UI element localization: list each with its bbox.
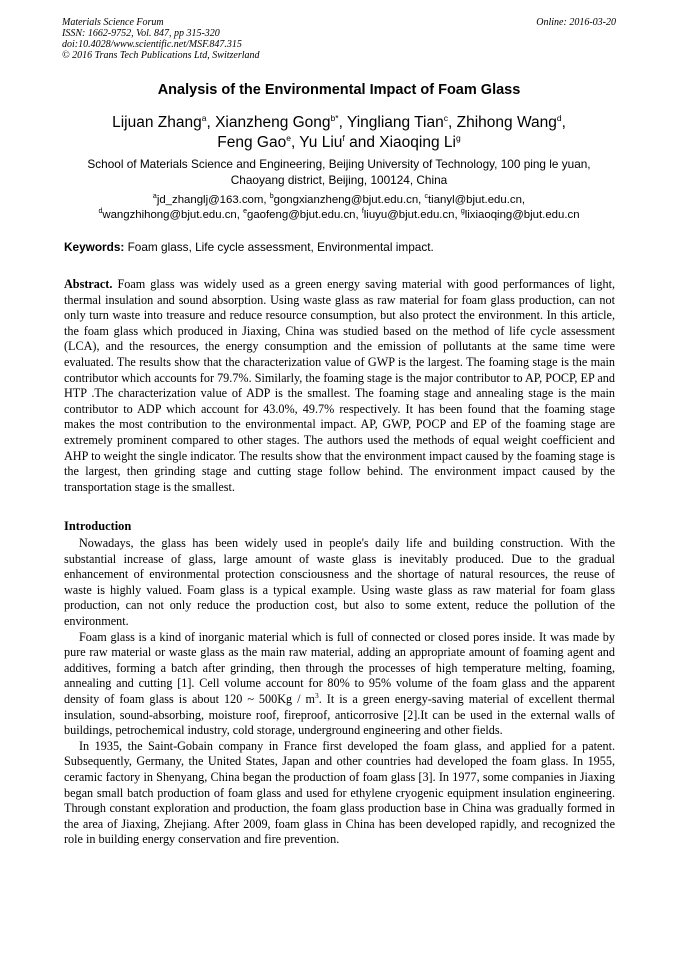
journal-doi: doi:10.4028/www.scientific.net/MSF.847.315: [62, 39, 242, 50]
keywords-label: Keywords:: [64, 240, 125, 254]
journal-copyright: © 2016 Trans Tech Publications Ltd, Switzerland: [62, 50, 260, 61]
email: gaofeng@bjut.edu.cn,: [247, 209, 359, 221]
email: gongxianzheng@bjut.edu.cn,: [273, 194, 422, 206]
email: tianyl@bjut.edu.cn,: [428, 194, 526, 206]
author-name: Xiaoqing Li: [379, 134, 456, 151]
paper-title: Analysis of the Environmental Impact of Foam Glass: [157, 82, 521, 98]
journal-header: [62, 17, 260, 61]
abstract-label: Abstract.: [64, 277, 113, 291]
journal-name: Materials Science Forum: [62, 17, 164, 28]
keywords-text: Foam glass, Life cycle assessment, Environmental impact.: [127, 240, 434, 254]
email: liuyu@bjut.edu.cn,: [363, 209, 458, 221]
author-emails: $^a$jd_zhanglj@163.com, $^b$gongxianzheng@bjut.edu.cn, $^c$tianyl@bjut.edu.cn, $^d$wangzhihong@bjut.edu.cn, $^e$gaofeng@bjut.edu.cn, $^f$liuyu@bjut.edu.cn, $^g$lixiaoqing@bjut.edu.cn: [98, 193, 580, 221]
journal-issn: ISSN: 1662-9752, Vol. 847, pp 315-320: [62, 28, 220, 39]
author-name: Zhihong Wang: [456, 114, 557, 131]
keywords: [64, 240, 624, 255]
author-list: Lijuan Zhang$^a$, Xianzheng Gong$^{b*}$, Yingliang Tian$^c$, Zhihong Wang$^d$, Feng Gao$^e$, Yu Liu$^f$ and Xiaoqing Li$^g$: [112, 112, 566, 151]
email: lixiaoqing@bjut.edu.cn: [464, 209, 580, 221]
email: jd_zhanglj@163.com,: [156, 194, 267, 206]
online-date: Online: 2016-03-20: [536, 17, 616, 28]
author-name: Feng Gao: [217, 134, 287, 151]
abstract-text: Foam glass was widely used as a green energy saving material with good performances of light, thermal insulation and sound absorption. Using waste glass as raw material for foam glass production, can not only turn waste into treasure and reduce resource consumption, but also protect the environment. In this article, the foam glass which produced in Jiaxing, China was studied based on the method of life cycle assessment (LCA), and the resources, the energy consumption and the emission of pollutants at the same time were evaluated. The results show that the characterization value of GWP is the largest. The foaming stage is the main contributor which accounts for 79.7%. Similarly, the foaming stage is the major contributor to AP, POCP, EP and HTP .The characterization value of ADP is the smallest. The foaming stage and annealing stage is the main contributor to ADP which account for 43.0%, 49.7% respectively. It has been found that the foaming stage makes the most contribution to the environmental impact. AP, GWP, POCP and EP of the foaming stage are extremely prominent compared to other stages. The authors used the methods of equal weight coefficient and AHP to weight the single indicator. The results show that the environment impact caused by the foaming stage is the largest, then grinding stage and cutting stage follow behind. The environment impact caused by the transportation stage is the smallest.: [64, 277, 615, 494]
introduction-body: [64, 536, 615, 848]
author-name: Yu Liu: [299, 134, 343, 151]
abstract: [64, 277, 615, 495]
author-name: Xianzheng Gong: [215, 114, 331, 131]
paragraph: Foam glass is a kind of inorganic material which is full of connected or closed pores inside. It was made by pure raw material or waste glass as the main raw material, adding an appropriate amount of foaming agent and additives, forming a batch after grinding, then through the processes of high temperature melting, foaming, annealing and cutting [1]. Cell volume account for 80% to 95% volume of the foam glass and the apparent density of foam glass is about 120 ~ $500Kg / m^3$. It is a green energy-saving material of excellent thermal insulation, sound-absorbing, moisture roof, fireproof, anticorrosive [2].It can be used in the external walls of buildings, petrochemical industry, cold storage, underground engineering and other fields.: [64, 629, 615, 738]
author-name: Yingliang Tian: [346, 114, 444, 131]
paragraph: Nowadays, the glass has been widely used in people's daily life and building construction. With the substantial increase of glass, large amount of waste glass is inevitably produced. Due to the gradual enhancement of environmental protection consciousness and the shortage of natural resources, the reuse of waste is highly valued. Foam glass is a typical example. Using waste glass as raw material for foam glass production, can not only reduce the production cost, but also to some extent, reduce the pollution of the environment.: [64, 536, 615, 628]
email: wangzhihong@bjut.edu.cn,: [102, 209, 240, 221]
author-name: Lijuan Zhang: [112, 114, 202, 131]
affiliation: School of Materials Science and Engineering, Beijing University of Technology, 100 ping le yuan, Chaoyang district, Beijing, 100124, China: [87, 157, 591, 187]
introduction-heading: Introduction: [64, 519, 132, 533]
paragraph: In 1935, the Saint-Gobain company in France first developed the foam glass, and applied for a patent. Subsequently, Germany, the United States, Japan and other countries had developed the foam glass. In 1955, ceramic factory in Shenyang, China began the production of foam glass [3]. In 1977, some companies in Jiaxing began small batch production of foam glass and used for ethylene cryogenic equipment insulation engineering. Through constant exploration and production, the foam glass production base in China was gradually formed in the area of Jiaxing, Zhejiang. After 2009, foam glass in China has been developed rapidly, and recognized the role in building energy conservation and fire prevention.: [64, 738, 615, 847]
